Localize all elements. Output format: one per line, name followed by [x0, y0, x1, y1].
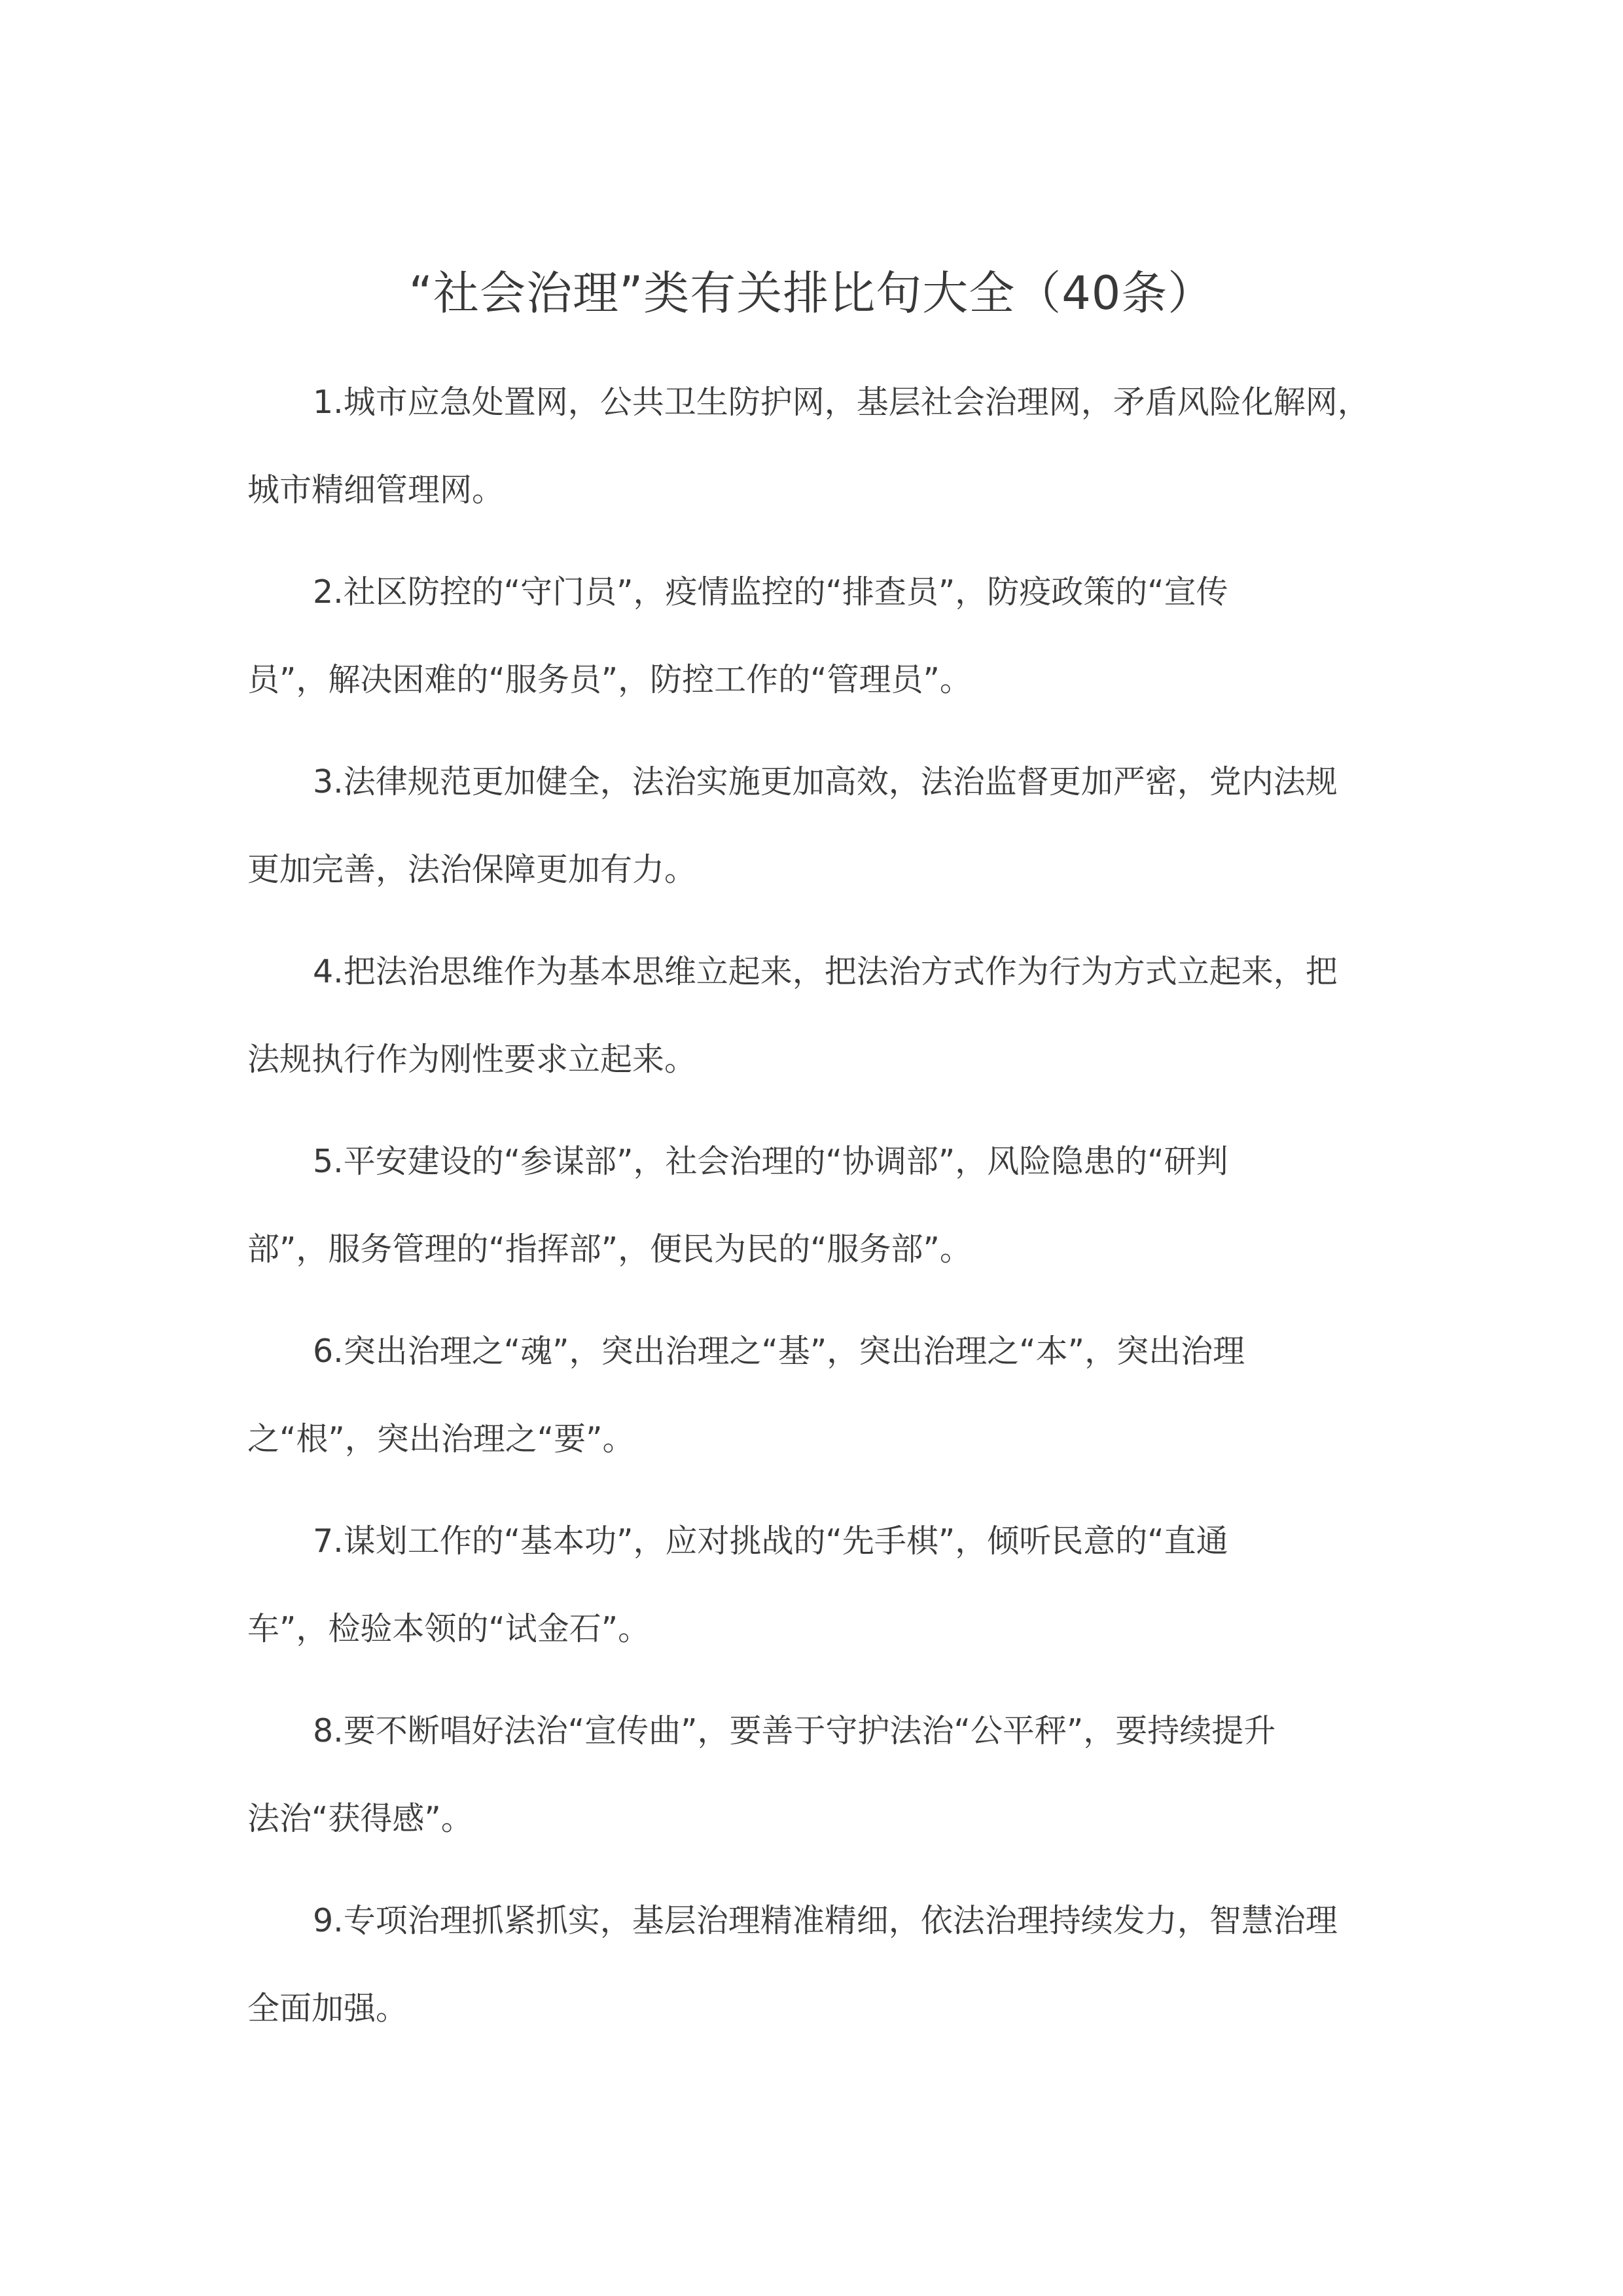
- item-line-1: 2.社区防控的“守门员”，疫情监控的“排查员”，防疫政策的“宣传: [313, 573, 1228, 611]
- list-item: [247, 1702, 1383, 1877]
- item-line-2: 部”，服务管理的“指挥部”，便民为民的“服务部”。: [247, 1230, 972, 1268]
- list-item: [247, 942, 1383, 1118]
- list-item: [247, 1132, 1383, 1308]
- item-line-1: 8.要不断唱好法治“宣传曲”，要善于守护法治“公平秤”，要持续提升: [313, 1712, 1276, 1749]
- list-item: [247, 1892, 1383, 2067]
- list-item: [247, 373, 1383, 548]
- item-line-1: 7.谋划工作的“基本功”，应对挑战的“先手棋”，倾听民意的“直通: [313, 1522, 1228, 1560]
- list-item: [247, 753, 1383, 928]
- item-line-2: 法治“获得感”。: [247, 1800, 473, 1837]
- item-line-2: 员”，解决困难的“服务员”，防控工作的“管理员”。: [247, 661, 972, 698]
- item-line-1: 3.法律规范更加健全，法治实施更加高效，法治监督更加严密，党内法规: [313, 763, 1338, 800]
- item-line-1: 6.突出治理之“魂”，突出治理之“基”，突出治理之“本”，突出治理: [313, 1333, 1245, 1370]
- list-item: [247, 1512, 1383, 1687]
- item-line-1: 4.把法治思维作为基本思维立起来，把法治方式作为行为方式立起来，把: [313, 953, 1338, 990]
- item-line-1: 5.平安建设的“参谋部”，社会治理的“协调部”，风险隐患的“研判: [313, 1143, 1228, 1180]
- item-line-1: 1.城市应急处置网，公共卫生防护网，基层社会治理网，矛盾风险化解网，: [313, 384, 1370, 421]
- item-line-2: 全面加强。: [247, 1990, 408, 2027]
- document-title: “社会治理”类有关排比句大全（40条）: [408, 266, 1215, 320]
- item-line-2: 之“根”，突出治理之“要”。: [247, 1420, 635, 1458]
- item-line-2: 车”，检验本领的“试金石”。: [247, 1610, 651, 1647]
- item-line-1: 9.专项治理抓紧抓实，基层治理精准精细，依法治理持续发力，智慧治理: [313, 1902, 1338, 1939]
- item-line-2: 法规执行作为刚性要求立起来。: [247, 1041, 697, 1078]
- list-item: [247, 1322, 1383, 1498]
- list-item: [247, 563, 1383, 738]
- item-line-2: 城市精细管理网。: [247, 471, 505, 509]
- item-line-2: 更加完善，法治保障更加有力。: [247, 851, 697, 888]
